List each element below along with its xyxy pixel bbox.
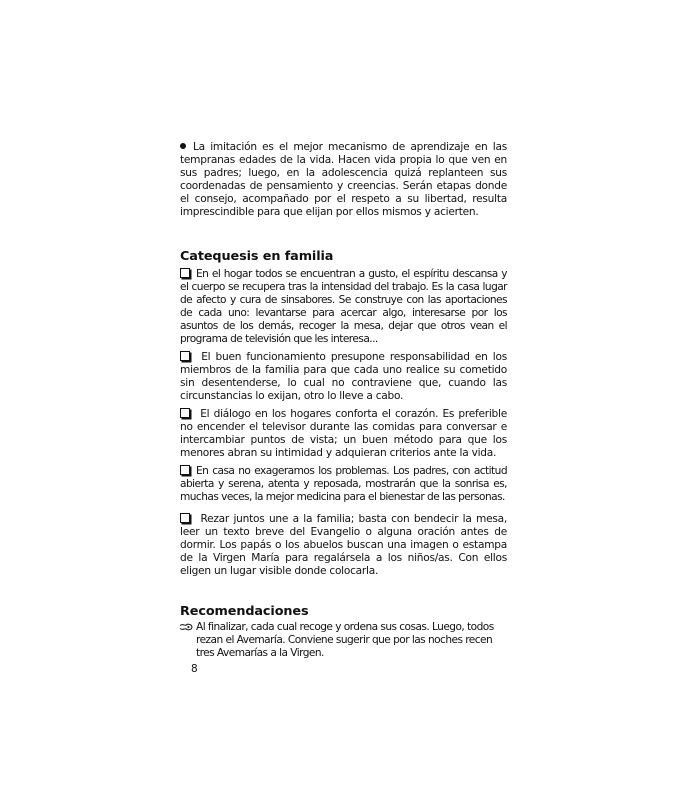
recommendation-item [180,621,507,660]
checkbox-bullet-icon [180,351,190,361]
catequesis-item-text: El buen funcionamiento presupone responsabilidad en los miembros de la familia para que cada uno realice su cometido sin desentenderse, lo cual no contraviene que, cuando las circunstancias lo exijan, otro lo lleve a cabo. [180,351,507,402]
catequesis-item [180,513,507,578]
catequesis-item-text: En casa no exageramos los problemas. Los padres, con actitud abierta y serena, atenta y reposada, mostrarán que la sonrisa es, muchas veces, la mejor medicina para el bienestar de las personas. [180,465,507,503]
catequesis-item-text: En el hogar todos se encuentran a gusto, el espíritu descansa y el cuerpo se recupera tras la intensidad del trabajo. Es la casa lugar de afecto y cura de sinsabores. Se construye con las aportaciones de cada uno: levantarse para acercar algo, interesarse por los asuntos de los demás, recoger la mesa, dejar que otros vean el programa de televisión que les interesa... [180,268,507,345]
document-page [180,141,507,660]
intro-paragraph [180,141,507,219]
intro-text: La imitación es el mejor mecanismo de aprendizaje en las tempranas edades de la vida. Hacen vida propia lo que ven en sus padres; luego, en la adolescencia quizá replanteen sus coordenadas de pensamiento y creencias. Serán etapas donde el consejo, acompañado por el respeto a su libertad, resulta imprescindible para que elijan por ellos mismos y acierten. [180,141,507,218]
pointing-hand-icon [179,622,193,632]
section-heading-catequesis: Catequesis en familia [180,249,334,264]
checkbox-bullet-icon [180,465,190,475]
page-number: 8 [191,663,198,675]
catequesis-item-text: Rezar juntos une a la familia; basta con bendecir la mesa, leer un texto breve del Evangelio o alguna oración antes de dormir. Los papás o los abuelos buscan una imagen o estampa de la Virgen María para regalársela a los niños/as. Con ellos eligen un lugar visible donde colocarla. [180,513,507,577]
checkbox-bullet-icon [180,408,190,418]
section-heading-recomendaciones: Recomendaciones [180,604,309,619]
catequesis-item-text: El diálogo en los hogares conforta el corazón. Es preferible no encender el televisor durante las comidas para conversar e intercambiar puntos de vista; un buen método para que los menores abran su intimidad y adquieran criterios ante la vida. [180,408,507,459]
checkbox-bullet-icon [180,513,190,523]
catequesis-item [180,465,507,504]
catequesis-item [180,408,507,460]
checkbox-bullet-icon [180,268,190,278]
catequesis-item [180,268,507,346]
bullet-dot-icon [180,143,186,149]
catequesis-item [180,351,507,403]
recommendation-text: Al finalizar, cada cual recoge y ordena sus cosas. Luego, todos rezan el Avemaría. Conviene sugerir que por las noches recen tres Avemarías a la Virgen. [196,621,494,659]
